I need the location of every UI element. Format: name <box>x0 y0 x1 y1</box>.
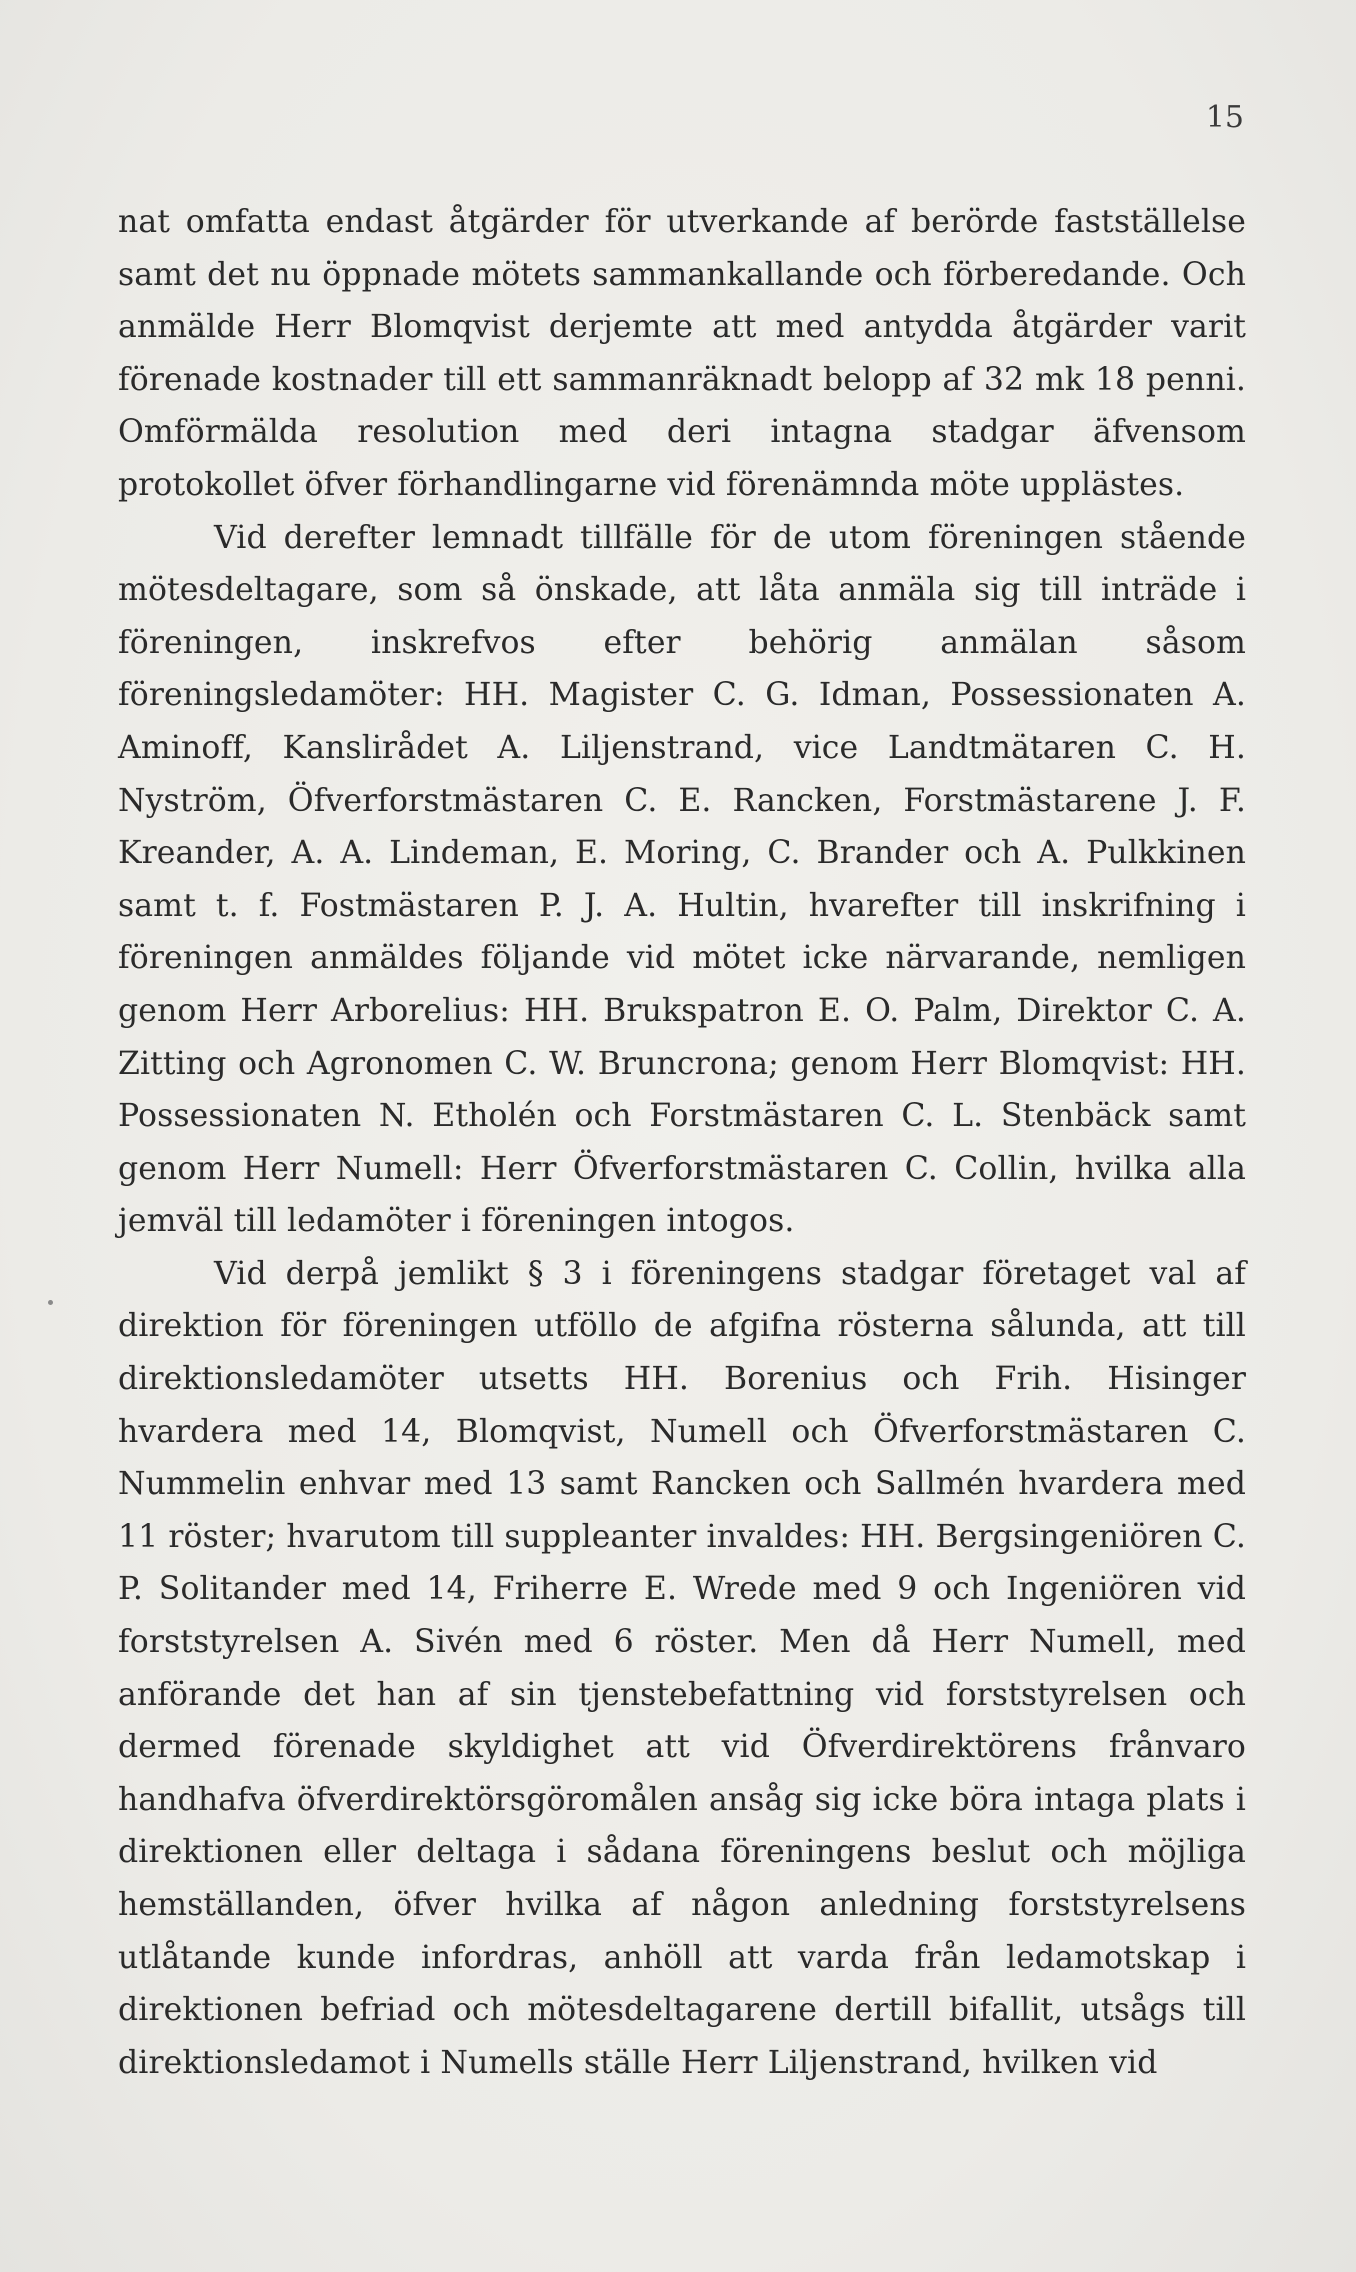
paragraph-1: nat omfatta endast åtgärder för utverkande af berörde fastställelse samt det nu öppnade mötets sammankallande och förberedande. Och anmälde Herr Blomqvist derjemte att med antydda åtgärder varit förenade kostnader till ett sammanräknadt belopp af 32 mk 18 penni. Omförmälda resolution med deri intagna stadgar äfvensom protokollet öfver förhandlingarne vid förenämnda möte upplästes. <box>118 204 1246 503</box>
paragraph-3: Vid derpå jemlikt § 3 i föreningens stadgar företaget val af direktion för föreningen utföllo de afgifna rösterna sålunda, att till direktionsledamöter utsetts HH. Borenius och Frih. Hisinger hvardera med 14, Blomqvist, Numell och Öfverforstmästaren C. Nummelin enhvar med 13 samt Rancken och Sallmén hvardera med 11 röster; hvarutom till suppleanter invaldes: HH. Bergsingeniören C. P. Solitander med 14, Friherre E. Wrede med 9 och Ingeniören vid forststyrelsen A. Sivén med 6 röster. Men då Herr Numell, med anförande det han af sin tjenstebefattning vid forststyrelsen och dermed förenade skyldighet att vid Öfverdirektörens frånvaro handhafva öfverdirektörsgöromålen ansåg sig icke böra intaga plats i direktionen eller deltaga i sådana föreningens beslut och möjliga hemställanden, öfver hvilka af någon anledning forststyrelsens utlåtande kunde infordras, anhöll att varda från ledamotskap i direktionen befriad och mötesdeltagarene dertill bifallit, utsågs till direktionsledamot i Numells ställe Herr Liljenstrand, hvilken vid <box>118 1255 1246 2081</box>
paragraph-2: Vid derefter lemnadt tillfälle för de utom föreningen stående mötesdeltagare, som så önskade, att låta anmäla sig till inträde i föreningen, inskrefvos efter behörig anmälan såsom föreningsledamöter: HH. Magister C. G. Idman, Possessionaten A. Aminoff, Kanslirådet A. Liljenstrand, vice Landtmätaren C. H. Nyström, Öfverforstmästaren C. E. Rancken, Forstmästarene J. F. Kreander, A. A. Lindeman, E. Moring, C. Brander och A. Pulkkinen samt t. f. Fostmästaren P. J. A. Hultin, hvarefter till inskrifning i föreningen anmäldes följande vid mötet icke närvarande, nemligen genom Herr Arborelius: HH. Brukspatron E. O. Palm, Direktor C. A. Zitting och Agronomen C. W. Bruncrona; genom Herr Blomqvist: HH. Possessionaten N. Etholén och Forstmästaren C. L. Stenbäck samt genom Herr Numell: Herr Öfverforstmästaren C. Collin, hvilka alla jemväl till ledamöter i föreningen intogos. <box>118 519 1246 1240</box>
page-number: 15 <box>1205 100 1244 135</box>
body-text <box>118 196 1246 2089</box>
margin-mark <box>48 1300 53 1305</box>
